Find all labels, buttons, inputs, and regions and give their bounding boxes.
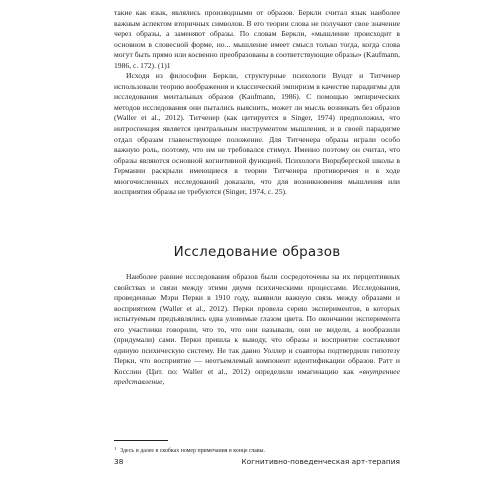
- body-text-bottom: [114, 272, 400, 388]
- section-heading: Исследование образов: [173, 244, 341, 260]
- footnote-marker: 1: [114, 446, 117, 451]
- running-title: Когнитивно-поведенческая арт-терапия: [241, 457, 400, 466]
- footnote: [114, 445, 400, 455]
- paragraph-berkeley-language: такие как язык, являлись производными от образов. Беркли считал язык наиболее важным аспектом вторичных символов. В его теории слова не получают свое значение через образы, а заменяют образы. По словам Беркли, «мышление происходит в основном в словесной форме, но... мышление имеет смысл только тогда, когда слова могут быть прямо или косвенно преобразованы в соответствующие образы» (Kaufmann, 1986, с. 172). (1)1: [114, 8, 400, 70]
- paragraph-early-research: [114, 272, 400, 388]
- page-footer: [114, 457, 400, 467]
- footnote-text: Здесь и далее в скобках номер примечания в конце главы.: [120, 448, 265, 454]
- paragraph-wundt-titchener: Исходя из философии Беркли, структурные психологи Вундт и Титченер использовали теорию воображения и классический эмпиризм в качестве парадигмы для исследования ментальных образов (Kaufmann, 1986). С помощью эмпирических методов исследования они пытались выяснить, может ли мысль возникать без образов (Waller et al., 2012). Титченер (как цитируется в Singer, 1974) предположил, что интроспекция является центральным инструментом мышления, и в своей парадигме отдал образам главенствующее положение. Для Титченера образы играли особо важную роль, поэтому, что им не требовался стимул. Именно поэтому он считал, что образы являются основной когнитивной функцией. Психологи Вюрцбергской школы в Германии раскрыли имеющиеся в теории Титченера противоречия и в ходе многочисленных исследований доказали, что для возникновения мышления или восприятия образы не требуются (Singer, 1974, с. 25).: [114, 71, 400, 197]
- page-number: 38: [114, 457, 124, 466]
- paragraph-text: Наиболее ранние исследования образов были сосредоточены на их перцептивных свойствах и связи между этими двумя психическими процессами. Исследования, проведенные Мэри Перки в 1910 году, выявили важную связь между образами и восприятием (Waller et al., 2012). Перки провела серию экспериментов, в которых испытуемым предъявлялись едва уловимые глазом цвета. По окончании эксперимента его участники говорили, что то, что они называли, они не видели, а вообразили (придумали) сами. Перки пришла к выводу, что образы и восприятие составляют единую психическую систему. Не так давно Уоллер и соавторы подтвердили гипотезу Перки, что восприятие — неотъемлемый компонент идентификации образов. Ратт и Косслин (Цит. по: Waller et al., 2012) определили имагинацию как «: [114, 272, 400, 376]
- body-text-top: [114, 8, 400, 198]
- footnote-divider: [114, 440, 168, 441]
- paragraph-text-end: ,: [162, 377, 165, 387]
- italic-phrase: внутреннее представление: [114, 366, 400, 387]
